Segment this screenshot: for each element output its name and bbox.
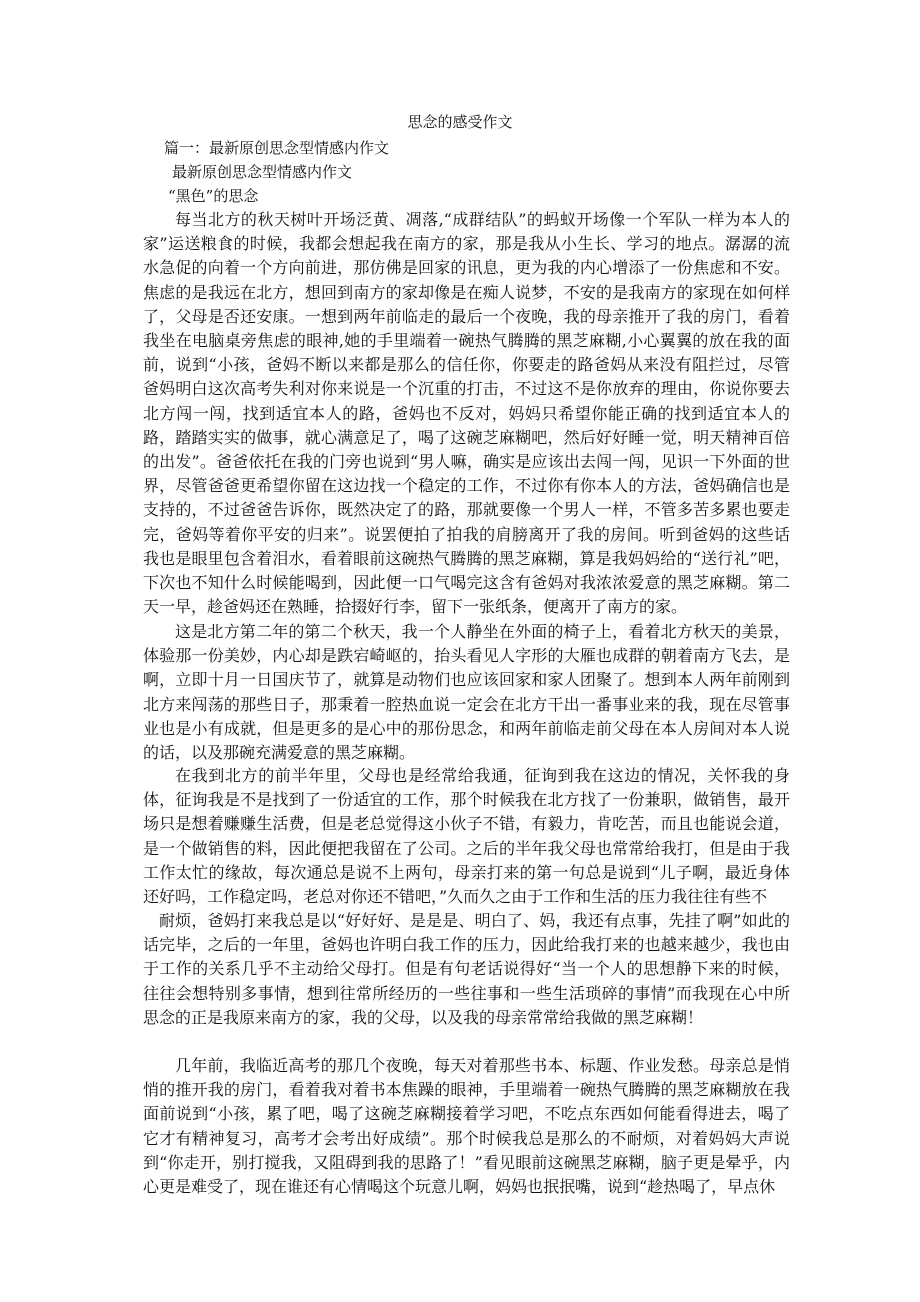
body-paragraph-2: 这是北方第二年的第二个秋天，我一个人静坐在外面的椅子上，看着北方秋天的美景，体验那一份美妙，内心却是跌宕崎岖的，抬头看见人字形的大雁也成群的朝着南方飞去，是啊，立即十月一日国庆节了，就算是动物们也应该回家和家人团聚了。想到本人两年前刚到北方来闯荡的那些日子，那秉着一腔热血说一定会在北方干出一番事业来的我，现在尽管事业也是小有成就，但是更多的是心中的那份思念，和两年前临走前父母在本人房间对本人说的话，以及那碗充满爱意的黑芝麻糊。	[143, 622, 790, 763]
document-title: 思念的感受作文	[407, 113, 513, 131]
article-subtitle: “黑色”的思念	[168, 187, 259, 205]
body-paragraph-1: 每当北方的秋天树叶开场泛黄、凋落,“成群结队”的蚂蚁开场像一个军队一样为本人的家”运送粮食的时候，我都会想起我在南方的家，那是我从小生长、学习的地点。潺潺的流水急促的向着一个方向前进，那仿佛是回家的讯息，更为我的内心增添了一份焦虑和不安。焦虑的是我远在北方，想回到南方的家却像是在痴人说梦，不安的是我南方的家现在如何样了，父母是否还安康。一想到两年前临走的最后一个夜晚，我的母亲推开了我的房门，看着我坐在电脑桌旁焦虑的眼神,她的手里端着一碗热气腾腾的黑芝麻糊,小心翼翼的放在我的面前，说到“小孩，爸妈不断以来都是那么的信任你，你要走的路爸妈从来没有阻拦过，尽管爸妈明白这次高考失利对你来说是一个沉重的打击，不过这不是你放弃的理由，你说你要去北方闯一闯，找到适宜本人的路，爸妈也不反对，妈妈只希望你能正确的找到适宜本人的路，踏踏实实的做事，就心满意足了，喝了这碗芝麻糊吧，然后好好睡一觉，明天精神百倍的出发”。爸爸依托在我的门旁也说到“男人嘛，确实是应该出去闯一闯，见识一下外面的世界，尽管爸爸更希望你留在这边找一个稳定的工作，不过你有你本人的方法，爸妈确信也是支持的，不过爸爸告诉你，既然决定了的路，那就要像一个男人一样，不管多苦多累也要走完，爸妈等着你平安的归来”。说罢便拍了拍我的肩膀离开了我的房间。听到爸妈的这些话我也是眼里包含着泪水，看着眼前这碗热气腾腾的黑芝麻糊，算是我妈妈给的“送行礼”吧，下次也不知什么时候能喝到，因此便一口气喝完这含有爸妈对我浓浓爱意的黑芝麻糊。第二天一早，趁爸妈还在熟睡，拾掇好行李，留下一张纸条，便离开了南方的家。	[143, 210, 790, 617]
body-paragraph-3: 在我到北方的前半年里，父母也是经常给我通，征询到我在这边的情况，关怀我的身体，征询我是不是找到了一份适宜的工作，那个时候我在北方找了一份兼职，做销售，最开场只是想着赚赚生活费，但是老总觉得这小伙子不错，有毅力，肯吃苦，而且也能说会道，是一个做销售的料，因此便把我留在了公司。之后的半年我父母也常常给我打，但是由于我工作太忙的缘故，每次通总是说不上两句，母亲打来的第一句总是说到“儿子啊，最近身体还好吗，工作稳定吗，老总对你还不错吧，”久而久之由于工作和生活的压力我往往有些不	[143, 766, 790, 907]
body-paragraph-5: 几年前，我临近高考的那几个夜晚，每天对着那些书本、标题、作业发愁。母亲总是悄悄的推开我的房门，看着我对着书本焦躁的眼神，手里端着一碗热气腾腾的黑芝麻糊放在我面前说到“小孩，累了吧，喝了这碗芝麻糊接着学习吧，不吃点东西如何能看得进去，喝了它才有精神复习，高考才会考出好成绩”。那个时候我总是那么的不耐烦，对着妈妈大声说到“你走开，别打搅我，又阻碍到我的思路了！”看见眼前这碗黑芝麻糊，脑子更是晕乎，内心更是难受了，现在谁还有心情喝这个玩意儿啊，妈妈也抿抿嘴，说到“趁热喝了，早点休	[143, 1056, 790, 1197]
section-heading: 篇一：最新原创思念型情感内作文	[164, 139, 390, 157]
article-heading: 最新原创思念型情感内作文	[172, 163, 353, 181]
body-paragraph-4: 耐烦，爸妈打来我总是以“好好好、是是是、明白了、妈，我还有点事，先挂了啊”如此的话完毕，之后的一年里，爸妈也许明白我工作的压力，因此给我打来的也越来越少，我也由于工作的关系几乎不主动给父母打。但是有句老话说得好“当一个人的思想静下来的时候，往往会想特别多事情，想到往常所经历的一些往事和一些生活琐碎的事情”而我现在心中所思念的正是我原来南方的家，我的父母，以及我的母亲常常给我做的黑芝麻糊！	[143, 911, 790, 1027]
